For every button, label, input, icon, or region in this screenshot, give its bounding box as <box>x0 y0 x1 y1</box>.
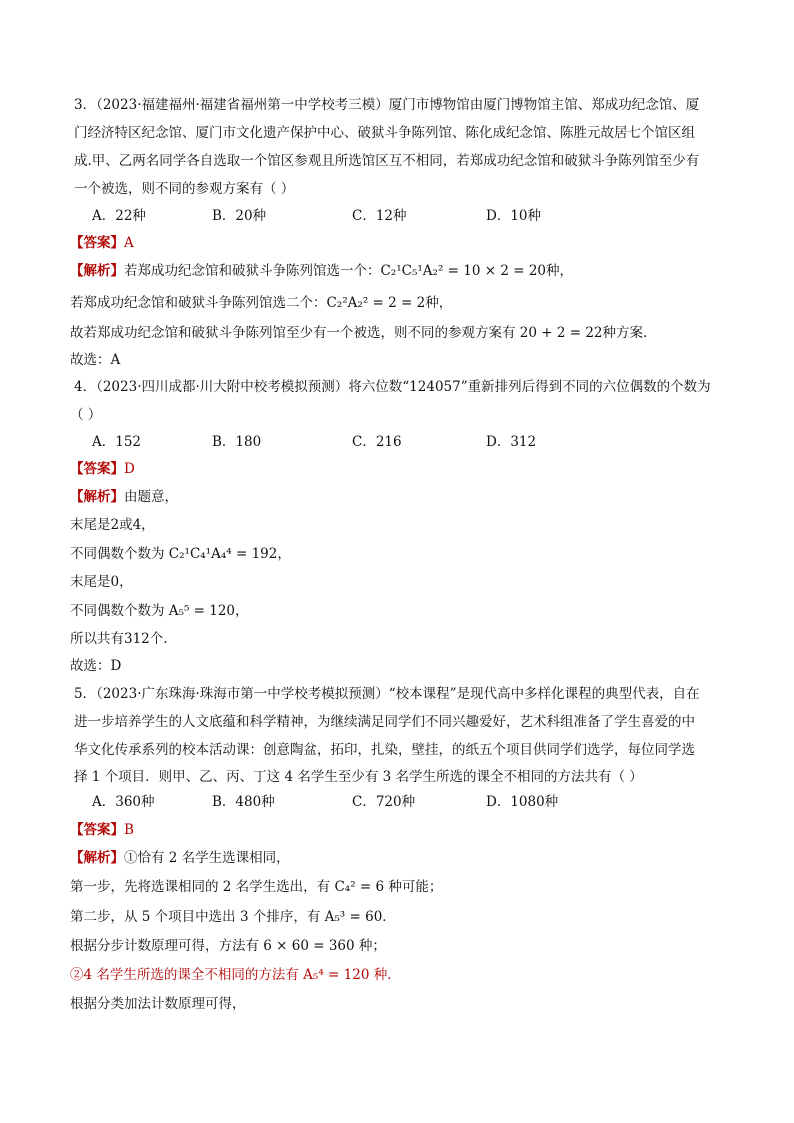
q4-analysis-line-6: 所以共有312个. <box>70 631 168 647</box>
q5-stem-line-3: 华文化传承系列的校本活动课：创意陶盆，拓印，扎染，壁挂，的纸五个项目供同学们选学，每位同学选 <box>74 742 695 758</box>
q5-stem-line-2: 进一步培养学生的人文底蕴和科学精神，为继续满足同学们不同兴趣爱好，艺术科组准备了学生喜爱的中 <box>74 714 695 730</box>
q5-analysis-line-4: 根据分步计数原理可得，方法有 6 × 60 = 360 种； <box>70 938 386 954</box>
q3-stem-line-4: 一个被选，则不同的参观方案有（ ） <box>74 181 295 197</box>
q4-option-a: A．152 <box>92 434 142 450</box>
answer-label: 【答案】 <box>70 461 124 477</box>
q4-analysis-line-4: 末尾是0， <box>70 574 133 590</box>
answer-label: 【答案】 <box>70 822 124 838</box>
answer-value: D <box>124 461 135 477</box>
q4-analysis-line-7: 故选：D <box>70 658 122 674</box>
q5-option-c: C．720种 <box>352 794 416 810</box>
q3-answer <box>70 234 724 252</box>
q4-option-d: D．312 <box>486 434 537 450</box>
q3-stem-line-3: 成.甲、乙两名同学各自选取一个馆区参观且所选馆区互不相同，若郑成功纪念馆和破狱斗争陈列馆至少有 <box>74 153 700 169</box>
q4-answer <box>70 460 724 478</box>
q3-stem-line-2: 门经济特区纪念馆、厦门市文化遗产保护中心、破狱斗争陈列馆、陈化成纪念馆、陈胜元故居七个馆区组 <box>74 125 695 141</box>
q3-analysis-line-1 <box>70 262 724 280</box>
analysis-label: 【解析】 <box>70 850 124 866</box>
answer-label: 【答案】 <box>70 235 124 251</box>
q5-option-d: D．1080种 <box>486 794 559 810</box>
analysis-label: 【解析】 <box>70 263 124 279</box>
q4-stem-line-2: （ ） <box>70 407 102 423</box>
q5-option-a: A．360种 <box>92 794 155 810</box>
q5-analysis-line-2: 第一步，先将选课相同的 2 名学生选出，有 C₄² = 6 种可能； <box>70 879 443 895</box>
q4-stem-line-1: 4．（2023·四川成都·川大附中校考模拟预测）将六位数“124057”重新排列后得到不同的六位偶数的个数为 <box>74 379 711 395</box>
analysis-text: 若郑成功纪念馆和破狱斗争陈列馆选一个：C₂¹C₅¹A₂² = 10 × 2 = 20种， <box>124 263 574 279</box>
answer-value: A <box>124 235 134 251</box>
q4-option-b: B．180 <box>212 434 262 450</box>
analysis-label: 【解析】 <box>70 489 124 505</box>
q3-analysis-line-4: 故选：A <box>70 352 121 368</box>
q5-stem-line-4: 择 1 个项目．则甲、乙、丙、丁这 4 名学生至少有 3 名学生所选的课全不相同的方法共有（ ） <box>74 769 643 785</box>
q3-option-c: C．12种 <box>352 208 407 224</box>
q5-analysis-line-6: 根据分类加法计数原理可得， <box>70 996 246 1012</box>
analysis-text: 由题意， <box>124 489 178 505</box>
q5-analysis-line-3: 第二步，从 5 个项目中选出 3 个排序，有 A₅³ = 60． <box>70 909 396 925</box>
q5-option-b: B．480种 <box>212 794 275 810</box>
q4-option-c: C．216 <box>352 434 402 450</box>
q3-option-a: A．22种 <box>92 208 146 224</box>
q4-analysis-line-2: 末尾是2或4， <box>70 517 155 533</box>
q4-analysis-line-5: 不同偶数个数为 A₅⁵ = 120， <box>70 603 249 619</box>
answer-value: B <box>124 822 134 838</box>
q3-analysis-line-3: 故若郑成功纪念馆和破狱斗争陈列馆至少有一个被选，则不同的参观方案有 20 + 2 = 22种方案. <box>70 325 648 341</box>
q5-analysis-line-5: ②4 名学生所选的课全不相同的方法有 A₅⁴ = 120 种． <box>70 967 401 983</box>
q5-answer <box>70 821 724 839</box>
analysis-text: ①恰有 2 名学生选课相同， <box>124 850 290 866</box>
q3-stem-line-1: 3．（2023·福建福州·福建省福州第一中学校考三模）厦门市博物馆由厦门博物馆主馆、郑成功纪念馆、厦 <box>74 97 700 113</box>
q5-analysis-line-1 <box>70 849 724 867</box>
q4-analysis-line-3: 不同偶数个数为 C₂¹C₄¹A₄⁴ = 192， <box>70 546 291 562</box>
q4-analysis-line-1 <box>70 488 724 506</box>
q3-option-b: B．20种 <box>212 208 267 224</box>
q5-stem-line-1: 5．（2023·广东珠海·珠海市第一中学校考模拟预测）“校本课程”是现代高中多样化课程的典型代表，自在 <box>74 686 700 702</box>
q3-analysis-line-2: 若郑成功纪念馆和破狱斗争陈列馆选二个：C₂²A₂² = 2 = 2种， <box>70 295 453 311</box>
q3-option-d: D．10种 <box>486 208 542 224</box>
